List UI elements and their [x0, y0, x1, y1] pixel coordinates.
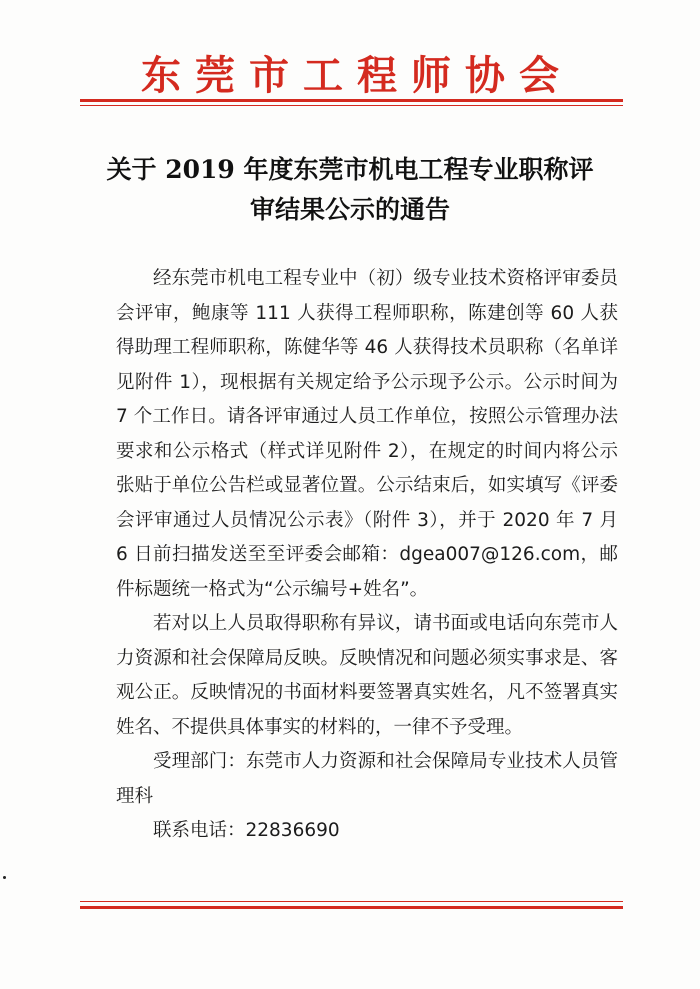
notice-body — [116, 262, 618, 849]
body-paragraph-objection: 若对以上人员取得职称有异议，请书面或电话向东莞市人力资源和社会保障局反映。反映情况和问题必须实事求是、客观公正。反映情况的书面材料要签署真实姓名，凡不签署真实姓名、不提供具体事实的材料的，一律不予受理。 — [116, 613, 618, 738]
organization-letterhead: 东莞市工程师协会 — [141, 52, 573, 99]
body-paragraph-announcement: 经东莞市机电工程专业中（初）级专业技术资格评审委员会评审，鲍康等 111 人获得工程师职称，陈建创等 60 人获得助理工程师职称，陈健华等 46 人获得技术员职称（名单详见附件 1），现根据有关规定给予公示现予公示。公示时间为 7 个工作日。请各评审通过人员工作单位，按照公示管理办法要求和公示格式（样式详见附件 2），在规定的时间内将公示张贴于单位公告栏或显著位置。公示结束后，如实填写《评委会评审通过人员情况公示表》（附件 3），并于 2020 年 7 月 6 日前扫描发送至至评委会邮箱：dgea007@126.com，邮件标题统一格式为“公示编号+姓名”。 — [116, 268, 618, 600]
letterhead-rule-thick — [80, 99, 623, 102]
footer-rule-thin — [80, 901, 623, 902]
body-paragraph-phone: 联系电话：22836690 — [153, 820, 340, 841]
notice-title-line-2: 审结果公示的通告 — [249, 195, 450, 224]
footer-rule-thick — [80, 906, 623, 909]
body-paragraph-department: 受理部门：东莞市人力资源和社会保障局专业技术人员管理科 — [116, 751, 618, 807]
notice-title — [100, 150, 600, 230]
letterhead-rule-thin — [80, 105, 623, 106]
scan-speck — [3, 876, 6, 879]
notice-title-line-1: 关于 2019 年度东莞市机电工程专业职称评 — [106, 155, 594, 184]
